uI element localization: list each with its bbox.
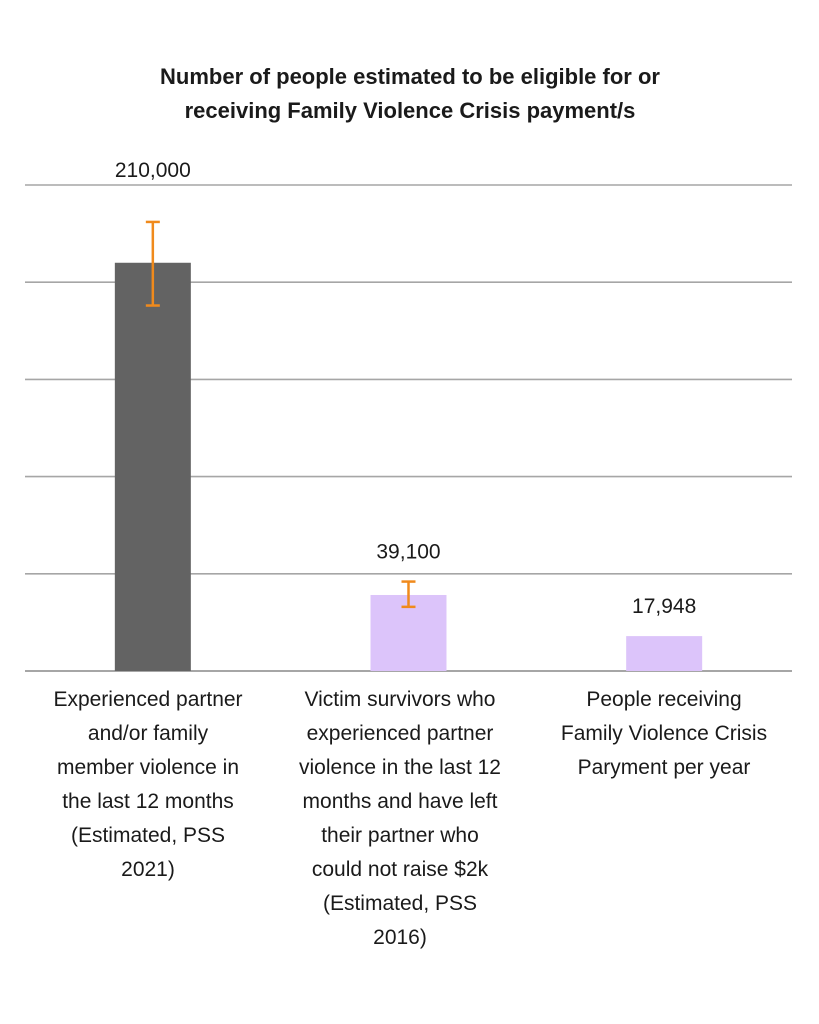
bar — [115, 263, 191, 671]
chart-title-line-2: receiving Family Violence Crisis payment/s — [184, 98, 636, 123]
data-label: 210,000 — [114, 159, 191, 182]
category-label-crisis-payment: People receiving Family Violence Crisis Paryment per year — [560, 688, 768, 779]
bar — [626, 636, 702, 671]
data-label: 17,948 — [632, 595, 697, 619]
category-label-experienced-violence: Experienced partner and/or family member violence in the last 12 months (Estimated, PSS 2021) — [53, 688, 243, 881]
category-label-victim-survivors: Victim survivors who experienced partner violence in the last 12 months and have left their partner who could not raise $2k (Estimated, PSS 2016) — [299, 688, 501, 949]
data-label: 39,100 — [376, 540, 441, 564]
chart-title-line-1: Number of people estimated to be eligible for or — [160, 64, 660, 89]
